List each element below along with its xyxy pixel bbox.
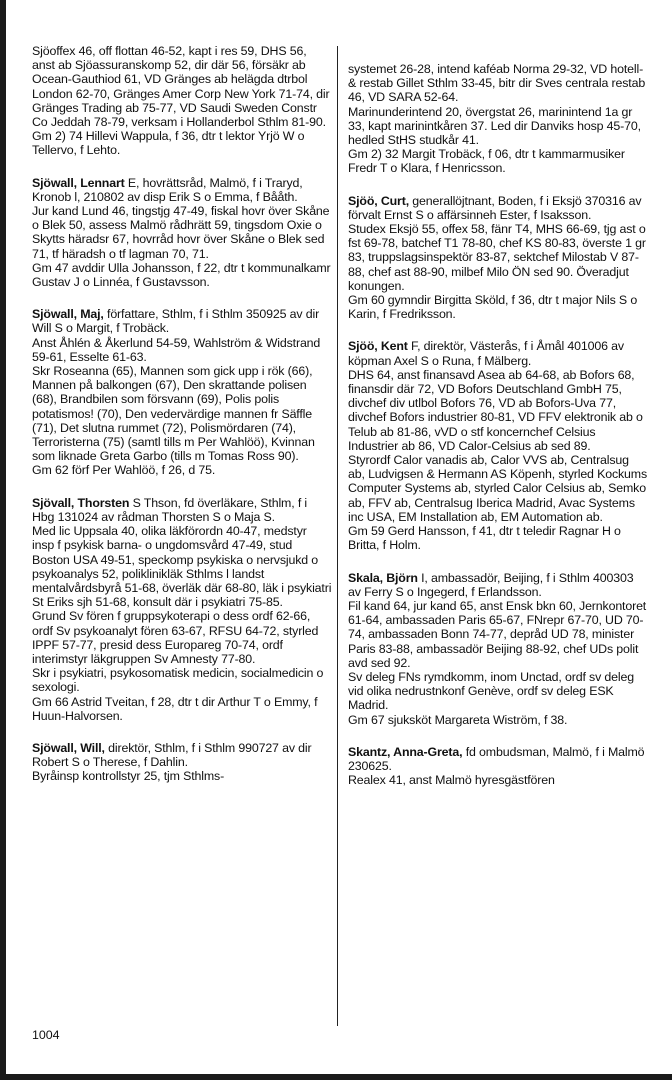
entry-skantz-anna-greta xyxy=(348,745,648,788)
entry-sjoo-kent xyxy=(348,339,648,552)
page-number: 1004 xyxy=(32,1028,60,1042)
scan-edge-bottom xyxy=(0,1074,672,1080)
entry-sjovall-thorsten xyxy=(32,496,332,723)
column-divider xyxy=(337,46,338,1026)
entry-text: direktör, Sthlm, f i Sthlm 990727 av dir Robert S o Therese, f Dahlin. Byråinsp kontrollstyr 25, tjm Sthlms- xyxy=(32,740,312,784)
entry-text: E, hovrättsråd, Malmö, f i Traryd, Kronob l, 210802 av disp Erik S o Emma, f Bååth. Jur kand Lund 46, tingstjg 47-49, fiskal hovr över Skåne o Blek 50, assess Malmö rådhrätt 59, tingsdom Oxie o Skytts häradsr 67, hovrråd hovr över Skåne o Blek sed 71, tf häradsh o tf lagman 70, 71. Gm 47 avddir Ulla Johansson, f 22, dtr t kommunalkamr Gustav J o Linnéa, f Gustavsson. xyxy=(32,175,331,290)
right-continuation-text: systemet 26-28, intend kaféab Norma 29-32, VD hotell- & restab Gillet Sthlm 33-45, bitr dir Sves centrala restab 46, VD SARA 52-64. Marinunderintend 20, övergstat 26, marinintend 1a gr 33, kapt marinintkåren 37. Led dir Danviks hosp 45-70, hedled StHS studkår 41. Gm 2) 32 Margit Trobäck, f 06, dtr t kammarmusiker Fredr T o Klara, f Henricsson. xyxy=(348,62,646,176)
entry-name: Sjövall, Thorsten xyxy=(32,495,130,510)
left-column xyxy=(32,44,332,802)
entry-text: F, direktör, Västerås, f i Åmål 401006 av köpman Axel S o Runa, f Mälberg. DHS 64, anst finansavd Asea ab 64-68, ab Bofors 68, finansdir där 72, VD Bofors Deutschland GmbH 75, divchef div utlbol Bofors 76, VD ab Bofors-Uva 77, divchef Bofors industrier 80-81, VD FFV elektronik ab o Telub ab 81-86, vVD o stf koncernchef Celsius Industrier ab 86, VD Calor-Celsius ab sed 89. Styrordf Calor vanadis ab, Calor VVS ab, Centralsug ab, Ludvigsen & Hermann AS Köpenh, styrled Kockums Computer Systems ab, styrled Calor Celsius ab, Semko ab, FFV ab, Centralsug Iberica Madrid, Avac Systems inc USA, EM Installation ab, EM Automation ab. Gm 59 Gerd Hansson, f 41, dtr t teledir Ragnar H o Britta, f Holm. xyxy=(348,339,647,553)
entry-sjowall-lennart xyxy=(32,176,332,290)
entry-name: Sjöwall, Maj, xyxy=(32,307,104,322)
entry-name: Skala, Björn xyxy=(348,570,418,585)
entry-sjoo-curt xyxy=(348,194,648,322)
entry-name: Skantz, Anna-Greta, xyxy=(348,744,463,759)
entry-text: författare, Sthlm, f i Sthlm 350925 av dir Will S o Margit, f Trobäck. Anst Åhlén & Åkerlund 54-59, Wahlström & Widstrand 59-61, Esselte 61-63. Skr Roseanna (65), Mannen som gick upp i rök (66), Mannen på balkongen (67), Den skrattande polisen (68), Brandbilen som försvann (69), Polis polis potatismos! (70), Den vedervärdige mannen fr Säffle (71), Det slutna rummet (72), Polismördaren (74), Terroristerna (75) (samtl tills m Per Wahlöö), Kvinnan som liknade Greta Garbo (tills m Tomas Ross 90). Gm 62 förf Per Wahlöö, f 26, d 75. xyxy=(32,307,321,478)
entry-text: I, ambassadör, Beijing, f i Sthlm 400303 av Ferry S o Ingegerd, f Erlandsson. Fil kand 64, jur kand 65, anst Ensk bkn 60, Jernkontoret 61-64, ambassaden Paris 65-67, FNrepr 67-70, UD 70-74, ambassaden Bonn 74-77, depråd UD 78, minister Paris 83-88, ambassadör Beijing 88-92, chef UDs polit avd sed 92. Sv deleg FNs rymdkomm, inom Unctad, ordf sv deleg vid olika nedrustnkonf Genève, ordf sv deleg ESK Madrid. Gm 67 sjuksköt Margareta Wiström, f 38. xyxy=(348,570,647,727)
entry-name: Sjöwall, Will, xyxy=(32,740,105,755)
entry-text: S Thson, fd överläkare, Sthlm, f i Hbg 131024 av rådman Thorsten S o Maja S. Med lic Uppsala 40, olika läkförordn 40-47, medstyr insp f psykisk barna- o ungdomsvård 47-49, stud Boston USA 49-51, speckomp psykiska o nervsjukd o psykoanalys 52, poliklinikläk Sthlms l landst mentalvårdsbyrå 51-68, överläk där 68-80, läk i psykiatri St Eriks sjh 51-68, konsult där i psykiatri 75-85. Grund Sv fören f gruppsykoterapi o dess ordf 62-66, ordf Sv psykoanalyt fören 63-67, RFSU 64-72, styrled IPPF 57-77, presid dess Europareg 70-74, ordf interimstyr läkgruppen Sv Amnesty 77-80. Skr i psykiatri, psykosomatisk medicin, socialmedicin o sexologi. Gm 66 Astrid Tveitan, f 28, dtr t dir Arthur T o Emmy, f Huun-Halvorsen. xyxy=(32,495,332,723)
left-continuation-text: Sjöoffex 46, off flottan 46-52, kapt i res 59, DHS 56, anst ab Sjöassuranskomp 52, dir där 56, försäkr ab Ocean-Gauthiod 61, VD Gränges ab helägda dtrbol London 62-70, Gränges Amer Corp New York 71-74, dir Gränges Trading ab 75-77, VD Saudi Sweden Constr Co Jeddah 78-79, verksam i Hollanderbol Sthlm 81-90. Gm 2) 74 Hillevi Wappula, f 36, dtr t lektor Yrjö W o Tellervo, f Lehto. xyxy=(32,44,330,158)
entry-text: fd ombudsman, Malmö, f i Malmö 230625. Realex 41, anst Malmö hyresgästfören xyxy=(348,744,645,788)
entry-sjowall-maj xyxy=(32,307,332,477)
entry-name: Sjöö, Kent xyxy=(348,339,408,354)
entry-text: generallöjtnant, Boden, f i Eksjö 370316 av förvalt Ernst S o affärsinneh Ester, f Isaksson. Studex Eksjö 55, offex 58, fänr T4, MHS 66-69, tjg ast o fst 69-78, batchef T1 78-80, chef KS 80-83, överste 1 gr 83, truppslagsinspektör 83-87, sektchef Milostab V 87-88, chef ast 88-90, milbef Milo ÖN sed 90. Överadjut konungen. Gm 60 gymndir Birgitta Sköld, f 36, dtr t major Nils S o Karin, f Fredriksson. xyxy=(348,193,646,322)
entry-skala-bjorn xyxy=(348,571,648,727)
entry-name: Sjöö, Curt, xyxy=(348,193,409,208)
scan-edge-left xyxy=(0,0,6,1080)
entry-name: Sjöwall, Lennart xyxy=(32,175,125,190)
entry-sjowall-will xyxy=(32,741,332,784)
right-column xyxy=(348,62,648,805)
